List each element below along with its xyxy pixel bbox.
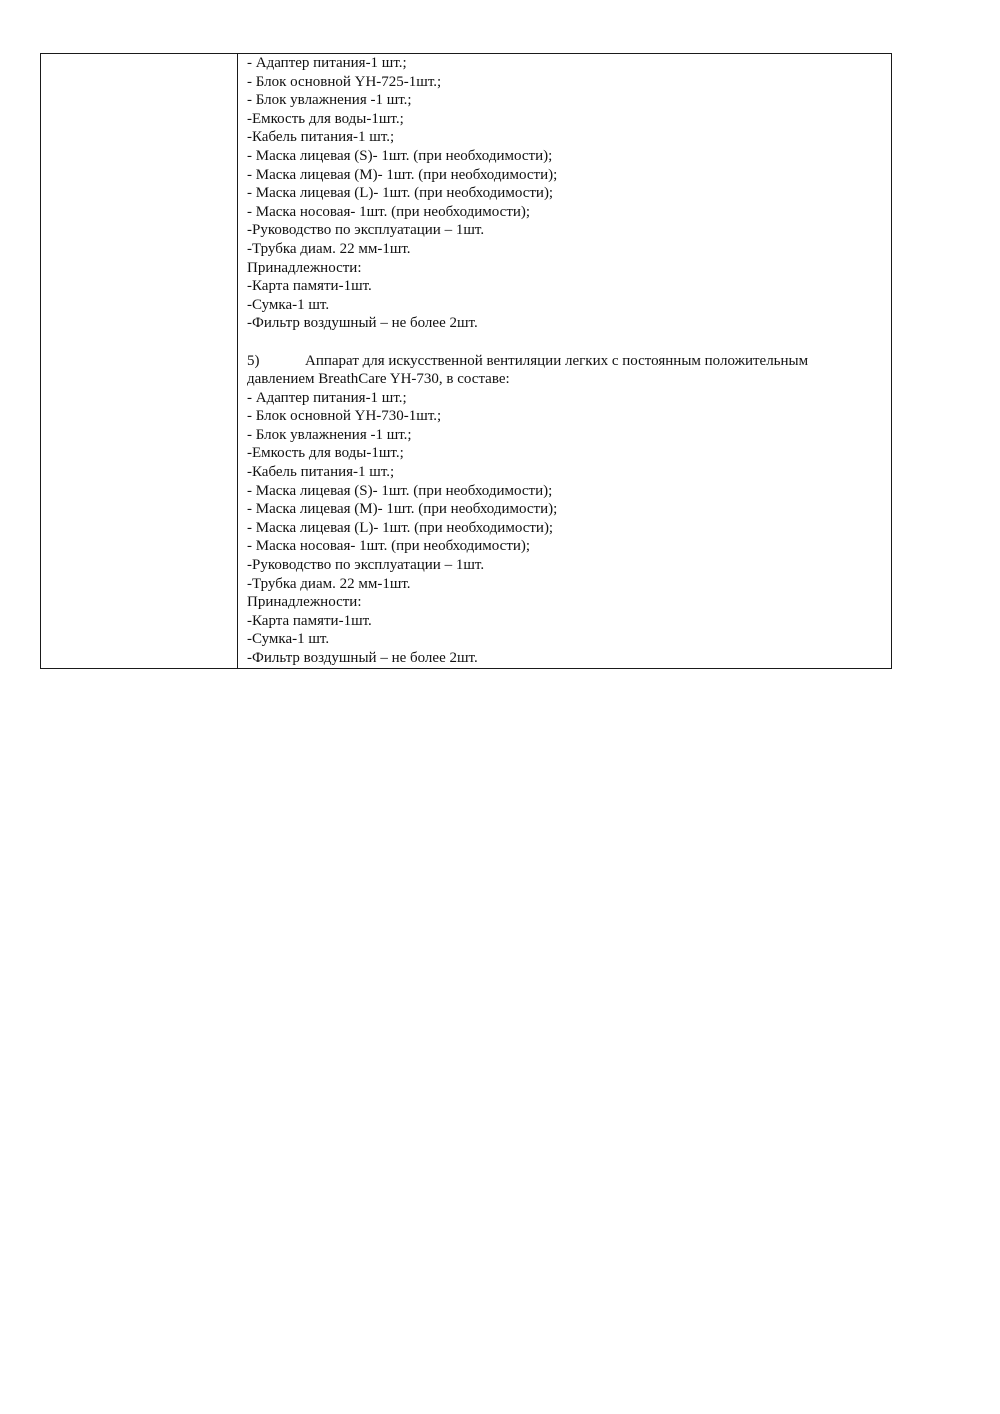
list-item: - Блок увлажнения -1 шт.; xyxy=(247,92,412,109)
list-item: -Кабель питания-1 шт.; xyxy=(247,129,395,146)
list-item: - Маска лицевая (S)- 1шт. (при необходимости); xyxy=(247,482,553,499)
table-left-cell xyxy=(41,54,237,668)
list-item: -Руководство по эксплуатации – 1шт. xyxy=(247,222,485,239)
list-item: -Руководство по эксплуатации – 1шт. xyxy=(247,557,485,574)
list-item: - Маска лицевая (M)- 1шт. (при необходимости); xyxy=(247,166,558,183)
accessories-heading: Принадлежности: xyxy=(247,594,362,611)
item-number: 5) xyxy=(247,352,260,369)
device-title xyxy=(247,352,881,371)
device-title-line-2: давлением BreathCare YH-730, в составе: xyxy=(247,371,510,388)
accessory-item: -Сумка-1 шт. xyxy=(247,631,330,648)
accessory-item: -Фильтр воздушный – не более 2шт. xyxy=(247,650,478,666)
table-right-cell xyxy=(247,54,881,668)
list-item: - Маска лицевая (L)- 1шт. (при необходимости); xyxy=(247,519,554,536)
list-item: - Маска лицевая (S)- 1шт. (при необходимости); xyxy=(247,147,553,164)
accessory-item: -Карта памяти-1шт. xyxy=(247,612,372,629)
list-item: -Емкость для воды-1шт.; xyxy=(247,445,404,462)
list-item: -Кабель питания-1 шт.; xyxy=(247,464,395,481)
accessory-item: -Карта памяти-1шт. xyxy=(247,278,372,295)
list-item: - Маска носовая- 1шт. (при необходимости); xyxy=(247,538,531,555)
list-item: - Блок увлажнения -1 шт.; xyxy=(247,426,412,443)
list-item: - Маска лицевая (M)- 1шт. (при необходимости); xyxy=(247,501,558,518)
device-block-yh730 xyxy=(247,352,881,668)
list-item: - Маска носовая- 1шт. (при необходимости); xyxy=(247,203,531,220)
list-item: - Маска лицевая (L)- 1шт. (при необходимости); xyxy=(247,185,554,202)
device-block-yh725 xyxy=(247,54,881,333)
accessory-item: -Фильтр воздушный – не более 2шт. xyxy=(247,315,478,332)
list-item: - Адаптер питания-1 шт.; xyxy=(247,55,407,71)
device-title-line-1: Аппарат для искусственной вентиляции легких с постоянным положительным xyxy=(305,352,809,369)
accessory-item: -Сумка-1 шт. xyxy=(247,296,330,313)
list-item: - Блок основной YH-730-1шт.; xyxy=(247,408,442,425)
list-item: - Блок основной YH-725-1шт.; xyxy=(247,73,442,90)
list-item: -Емкость для воды-1шт.; xyxy=(247,110,404,127)
accessories-heading: Принадлежности: xyxy=(247,259,362,276)
list-item: -Трубка диам. 22 мм-1шт. xyxy=(247,575,411,592)
column-divider xyxy=(237,54,238,668)
specification-table xyxy=(40,53,892,669)
list-item: - Адаптер питания-1 шт.; xyxy=(247,389,407,406)
list-item: -Трубка диам. 22 мм-1шт. xyxy=(247,240,411,257)
paragraph-spacer xyxy=(247,333,881,352)
